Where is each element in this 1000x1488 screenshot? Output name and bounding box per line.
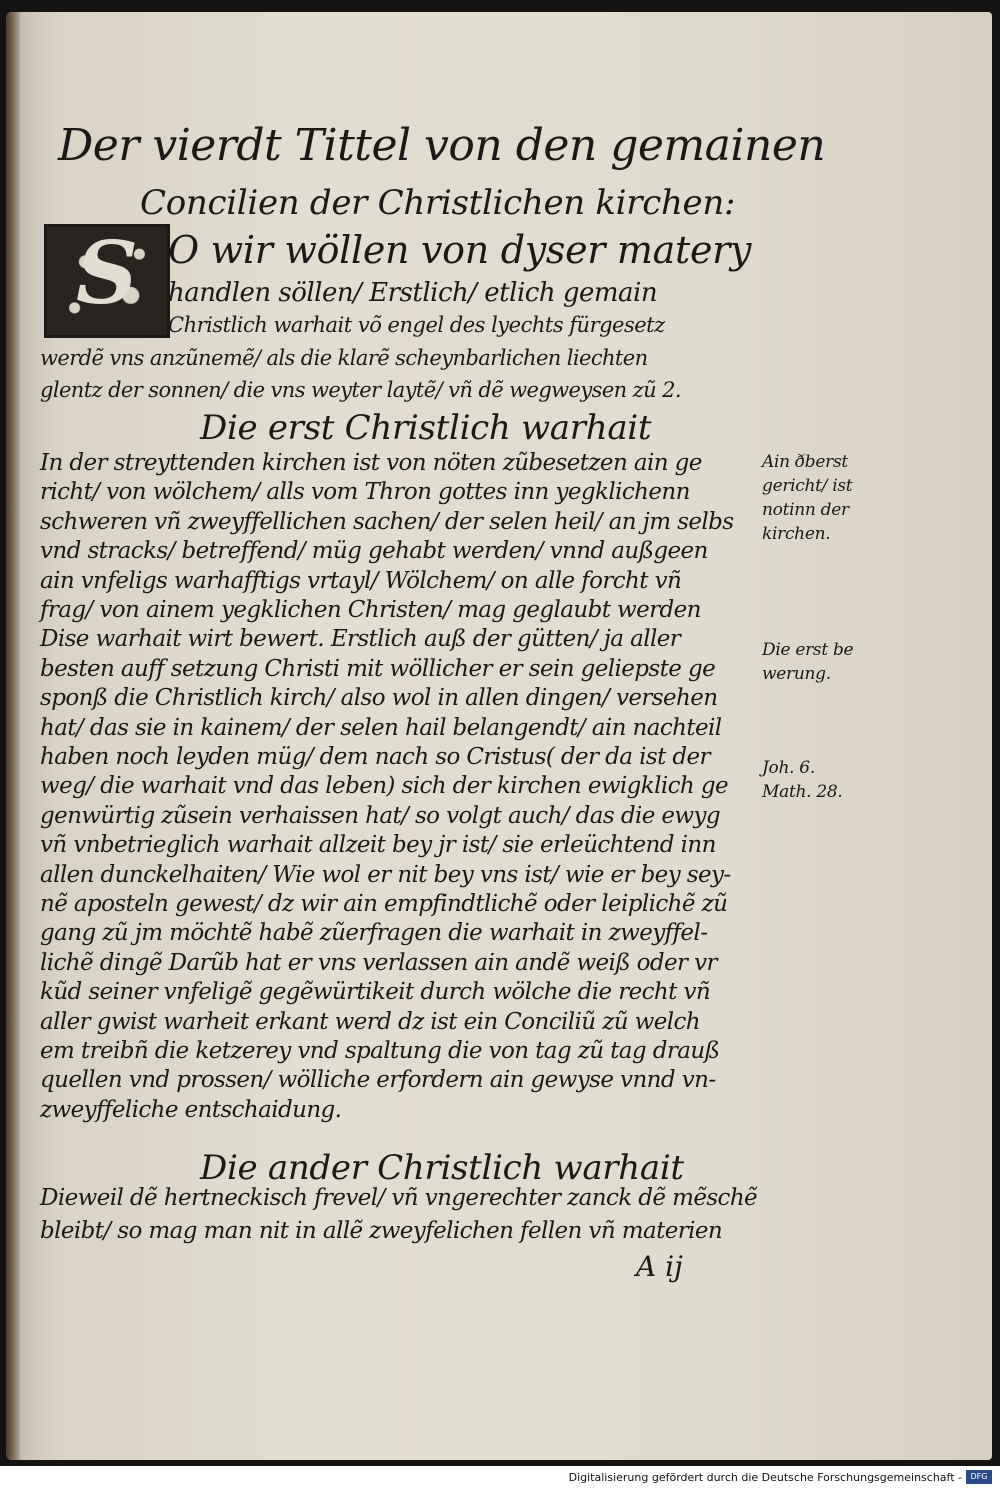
margin-note-line: Ain ðberst bbox=[762, 452, 848, 472]
body-line: frag/ von ainem yegklichen Christen/ mag geglaubt werden bbox=[40, 597, 701, 623]
page-binding-edge bbox=[6, 12, 20, 1460]
body-line: schweren vñ zweyffellichen sachen/ der selen heil/ an jm selbs bbox=[40, 508, 734, 535]
margin-note-line: notinn der bbox=[762, 500, 849, 520]
intro-line: werdẽ vns anzũnemẽ/ als die klarẽ scheynbarlichen liechten bbox=[40, 346, 648, 370]
intro-line: O wir wöllen von dyser matery bbox=[168, 228, 752, 272]
body-line: richt/ von wölchem/ alls vom Thron gottes inn yegklichenn bbox=[40, 479, 690, 506]
body-line: em treibñ die ketzerey vnd spaltung die von tag zũ tag drauß bbox=[40, 1038, 720, 1064]
body-line: Dise warhait wirt bewert. Erstlich auß der gütten/ ja aller bbox=[40, 626, 681, 653]
intro-line: glentz der sonnen/ die vns weyter laytẽ/ vñ dẽ wegweysen zũ 2. bbox=[40, 378, 681, 402]
heading-line-2: Concilien der Christlichen kirchen: bbox=[140, 183, 736, 223]
margin-note-line: werung. bbox=[762, 664, 831, 684]
body-line: besten auff setzung Christi mit wöllicher er sein geliepste ge bbox=[40, 655, 716, 682]
intro-line: Christlich warhait võ engel des lyechts fürgesetz bbox=[168, 313, 665, 337]
intro-line: handlen söllen/ Erstlich/ etlich gemain bbox=[168, 278, 658, 308]
body-line: sponß die Christlich kirch/ also wol in allen dingen/ versehen bbox=[40, 685, 718, 712]
section-1-title: Die erst Christlich warhait bbox=[200, 408, 652, 448]
margin-note-line: Die erst be bbox=[762, 640, 854, 660]
margin-note-line: gericht/ ist bbox=[762, 476, 853, 496]
margin-note-line: Joh. 6. bbox=[762, 758, 815, 778]
signature-mark: A ij bbox=[636, 1250, 683, 1283]
initial-letter: S bbox=[75, 223, 139, 324]
body-line: weg/ die warhait vnd das leben) sich der kirchen ewigklich ge bbox=[40, 773, 728, 800]
body-line: quellen vnd prossen/ wölliche erfordern ain gewyse vnnd vn- bbox=[40, 1067, 716, 1094]
dfg-logo: DFG bbox=[966, 1470, 992, 1484]
body-line: nẽ aposteln gewest/ dz wir ain empfindtlichẽ oder leiplichẽ zũ bbox=[40, 891, 728, 917]
body-line: lichẽ dingẽ Darũb hat er vns verlassen ain andẽ weiß oder vr bbox=[40, 949, 717, 976]
heading-line-1: Der vierdt Tittel von den gemainen bbox=[58, 120, 826, 171]
body-line: gang zũ jm möchtẽ habẽ zũerfragen die warhait in zweyffel- bbox=[40, 920, 708, 947]
margin-note-line: kirchen. bbox=[762, 524, 831, 544]
body-line: hat/ das sie in kainem/ der selen hail belangendt/ ain nachteil bbox=[40, 714, 722, 741]
body-line: vnd stracks/ betreffend/ müg gehabt werden/ vnnd außgeen bbox=[40, 538, 708, 565]
body-line: allen dunckelhaiten/ Wie wol er nit bey vns ist/ wie er bey sey- bbox=[40, 861, 731, 888]
footer-credit: Digitalisierung gefördert durch die Deutsche Forschungsgemeinschaft - bbox=[568, 1471, 962, 1484]
body-line: Dieweil dẽ hertneckisch frevel/ vñ vngerechter zanck dẽ mẽschẽ bbox=[40, 1185, 758, 1211]
body-line: vñ vnbetrieglich warhait allzeit bey jr ist/ sie erleüchtend inn bbox=[40, 832, 716, 859]
body-line: haben noch leyden müg/ dem nach so Cristus( der da ist der bbox=[40, 744, 710, 770]
body-line: bleibt/ so mag man nit in allẽ zweyfelichen fellen vñ materien bbox=[40, 1218, 723, 1244]
body-line: In der streyttenden kirchen ist von nöten zũbesetzen ain ge bbox=[40, 450, 702, 476]
section-2-title: Die ander Christlich warhait bbox=[200, 1148, 684, 1188]
body-line: genwürtig zũsein verhaissen hat/ so volgt auch/ das die ewyg bbox=[40, 802, 721, 829]
body-line: aller gwist warheit erkant werd dz ist ein Conciliũ zũ welch bbox=[40, 1008, 701, 1035]
decorated-initial bbox=[44, 224, 170, 338]
margin-note-line: Math. 28. bbox=[762, 782, 843, 802]
body-line: ain vnfeligs warhafftigs vrtayl/ Wölchem/ on alle forcht vñ bbox=[40, 567, 682, 594]
body-line: zweyffeliche entschaidung. bbox=[40, 1096, 342, 1123]
body-line: kũd seiner vnfeligẽ gegẽwürtikeit durch wölche die recht vñ bbox=[40, 979, 711, 1006]
